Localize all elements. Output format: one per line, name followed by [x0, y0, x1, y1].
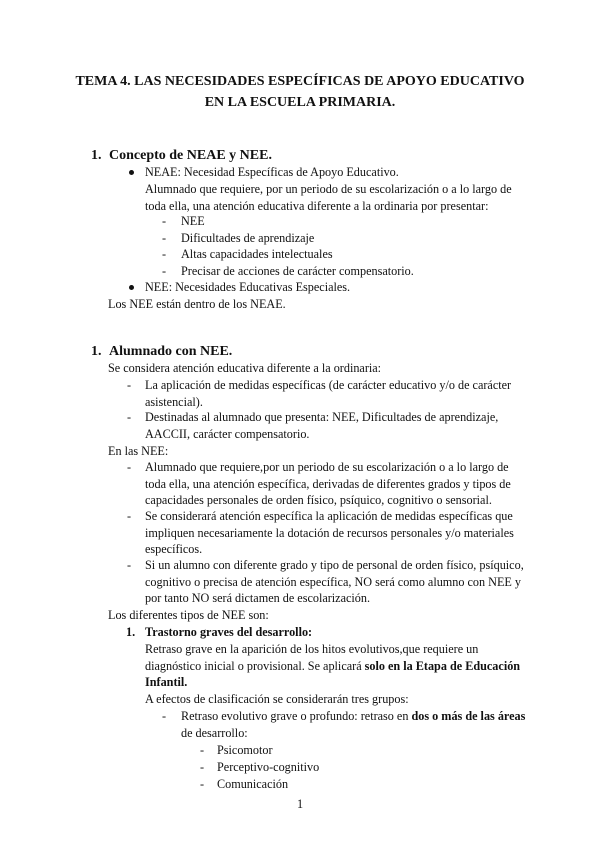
- section-1-title: Concepto de NEAE y NEE.: [109, 148, 272, 163]
- page-number: 1: [296, 797, 304, 811]
- dash-5-line-3: por tanto NO será dictamen de escolarización.: [145, 591, 371, 605]
- dash-4-line-2: impliquen necesariamente la dotación de recursos personales y/o materiales: [145, 526, 514, 540]
- neae-item-1: NEE: [181, 214, 205, 228]
- area-item-1: Psicomotor: [217, 743, 273, 757]
- section-1-closing: Los NEE están dentro de los NEAE.: [108, 297, 286, 311]
- section-2-heading: [91, 342, 232, 362]
- neae-item-2: Dificultades de aprendizaje: [181, 231, 315, 245]
- section-2-title: Alumnado con NEE.: [109, 344, 233, 359]
- type-1-line-2-text: diagnóstico inicial o provisional. Se aplicará: [145, 659, 365, 673]
- bullet-neae: NEAE: Necesidad Específicas de Apoyo Educativo.: [145, 165, 399, 179]
- title-line-1: TEMA 4. LAS NECESIDADES ESPECÍFICAS DE APOYO EDUCATIVO: [75, 74, 525, 89]
- type-1-number: 1.: [126, 625, 136, 639]
- section-2-intro: Se considera atención educativa diferente a la ordinaria:: [108, 361, 382, 375]
- group-1-bold: dos o más de las áreas: [411, 709, 526, 723]
- dash-2-line-1: Destinadas al alumnado que presenta: NEE, Dificultades de aprendizaje,: [145, 410, 499, 424]
- document-title: [60, 71, 540, 113]
- classification-intro: A efectos de clasificación se considerarán tres grupos:: [145, 692, 409, 706]
- dash-4-line-3: específicos.: [145, 542, 203, 556]
- dash-3-line-3: capacidades personales de orden físico, psíquico, cognitivo o sensorial.: [145, 493, 492, 507]
- bullet-nee: NEE: Necesidades Educativas Especiales.: [145, 280, 351, 294]
- group-1-line-2: de desarrollo:: [181, 726, 248, 740]
- dash-5-line-1: Si un alumno con diferente grado y tipo de personal de orden físico, psíquico,: [145, 558, 524, 572]
- area-item-2: Perceptivo-cognitivo: [217, 760, 320, 774]
- dash-4-line-1: Se considerará atención específica la aplicación de medidas específicas que: [145, 509, 513, 523]
- dash-3-line-1: Alumnado que requiere,por un periodo de su escolarización o a lo largo de: [145, 460, 509, 474]
- dash-3-line-2: toda ella, una atención específica, derivadas de diferentes grados y tipos de: [145, 477, 511, 491]
- type-1-heading: Trastorno graves del desarrollo:: [145, 625, 313, 639]
- dash-1-line-1: La aplicación de medidas específicas (de carácter educativo y/o de carácter: [145, 378, 512, 392]
- group-1-line-1: [181, 708, 525, 725]
- section-1-number: 1.: [91, 148, 102, 163]
- section-1-heading: [91, 146, 272, 166]
- section-2-number: 1.: [91, 344, 102, 359]
- type-1-line-3: Infantil.: [145, 675, 188, 689]
- dash-1-line-2: asistencial).: [145, 395, 203, 409]
- type-1-line-2-bold: solo en la Etapa de Educación: [364, 659, 521, 673]
- dash-5-line-2: cognitivo o precisa de atención específica, NO será como alumno con NEE y: [145, 575, 521, 589]
- type-1-line-2: [145, 658, 520, 675]
- dash-2-line-2: AACCII, carácter compensatorio.: [145, 427, 310, 441]
- type-1-line-1: Retraso grave en la aparición de los hitos evolutivos,que requiere un: [145, 642, 479, 656]
- group-1-text: Retraso evolutivo grave o profundo: retraso en: [181, 709, 412, 723]
- document-page: TEMA 4. LAS NECESIDADES ESPECÍFICAS DE APOYO EDUCATIVO EN LA ESCUELA PRIMARIA. 1. Concepto de NEAE y NEE. NEAE: Necesidad Específicas de Apoyo Educativo. Alumnado que requiere, por un periodo de su escolarización o a lo largo de toda ella, una atención educativa diferente a la ordinaria por presentar: - NEE - Dificultades de aprendizaje - Altas capacidades intelectuales - Precisar de acciones de carácter compensatorio. NEE: Necesidades Educativas Especiales. Los NEE están dentro de los NEAE. 1. Alumnado con NEE. Se considera atención educativa diferente a la ordinaria: - La aplicación de medidas específicas (de carácter educativo y/o de carácter asistencial). - Destinadas al alumnado que presenta: NEE, Dificultades de aprendizaje, AACCII, carácter compensatorio. En las NEE: - Alumnado que requiere,por un periodo de su escolarización o a lo largo de toda ella, una atención específica, derivadas de diferentes grados y tipos de capacidades personales de orden físico, psíquico, cognitivo o sensorial. - Se considerará atención específica la aplicación de medidas específicas que impliquen necesariamente la dotación de recursos personales y/o materiales específicos. - Si un alumno con diferente grado y tipo de personal de orden físico, psíquico, cognitivo o precisa de atención específica, NO será como alumno con NEE y por tanto NO será dictamen de escolarización. Los diferentes tipos de NEE son: 1. Trastorno graves del desarrollo: Retraso grave en la aparición de los hitos evolutivos,que requiere un diagnóstico inicial o provisional. Se aplicará solo en la Etapa de Educación Infantil. A efectos de clasificación se considerarán tres grupos: - Retraso evolutivo grave o profundo: retraso en dos o más de las áreas de desarrollo: - Psicomotor - Perceptivo-cognitivo - Comunicación 1: [0, 0, 600, 848]
- title-line-2: EN LA ESCUELA PRIMARIA.: [204, 95, 396, 110]
- neae-desc-line-1: Alumnado que requiere, por un periodo de su escolarización o a lo largo de: [145, 182, 512, 196]
- neae-item-3: Altas capacidades intelectuales: [181, 247, 333, 261]
- nee-intro: En las NEE:: [108, 444, 169, 458]
- neae-item-4: Precisar de acciones de carácter compensatorio.: [181, 264, 414, 278]
- area-item-3: Comunicación: [217, 777, 289, 791]
- types-intro: Los diferentes tipos de NEE son:: [108, 608, 269, 622]
- neae-desc-line-2: toda ella, una atención educativa diferente a la ordinaria por presentar:: [145, 199, 489, 213]
